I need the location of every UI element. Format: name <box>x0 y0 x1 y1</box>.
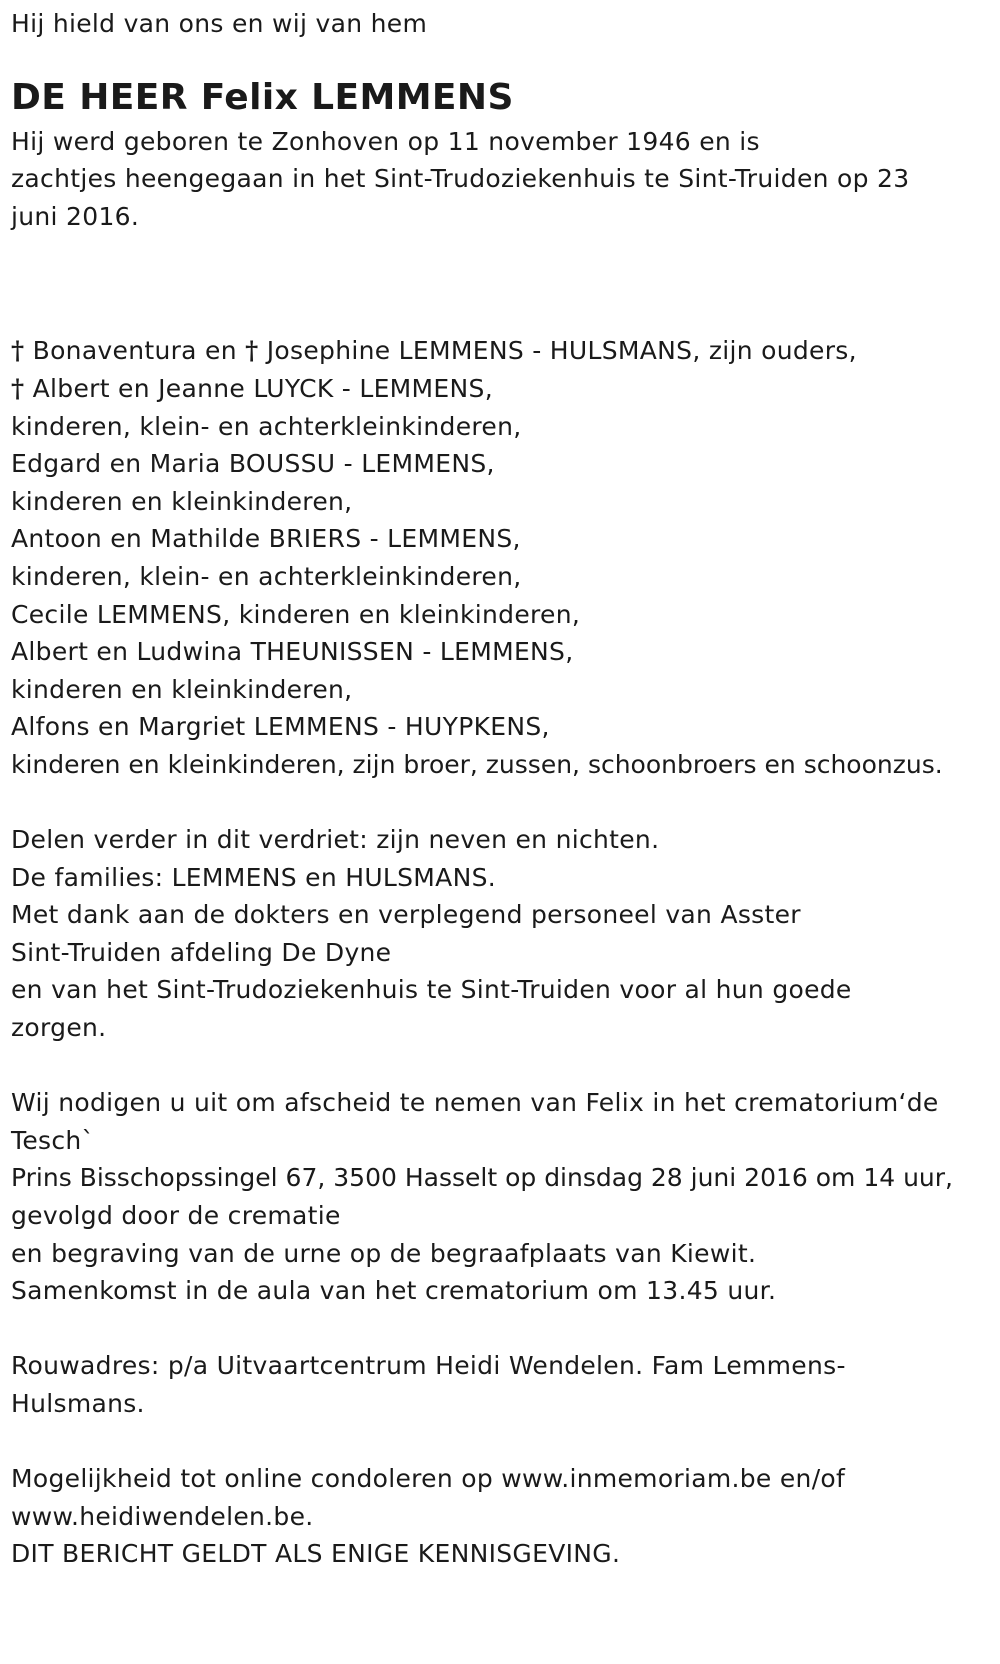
deceased-sibling-text: Albert en Jeanne LUYCK - LEMMENS, <box>32 373 493 403</box>
family-line: kinderen en kleinkinderen, <box>11 486 353 516</box>
spacer <box>11 1310 991 1348</box>
ceremony-line: en begraving van de urne op de begraafplaats van Kiewit. <box>11 1238 757 1268</box>
address-line: Rouwadres: p/a Uitvaartcentrum Heidi Wendelen. Fam Lemmens- <box>11 1351 846 1381</box>
thanks-line: en van het Sint-Trudoziekenhuis te Sint-Truiden voor al hun goede <box>11 975 852 1005</box>
ceremony-paragraph <box>11 1084 991 1310</box>
family-line: Antoon en Mathilde BRIERS - LEMMENS, <box>11 524 521 554</box>
family-line: kinderen en kleinkinderen, zijn broer, zussen, schoonbroers en schoonzus. <box>11 749 943 779</box>
birth-line: juni 2016. <box>11 201 140 231</box>
thanks-line: zorgen. <box>11 1013 107 1043</box>
thanks-line: Met dank aan de dokters en verplegend personeel van Asster <box>11 900 801 930</box>
ceremony-line: gevolgd door de crematie <box>11 1201 341 1231</box>
thanks-line: Delen verder in dit verdriet: zijn neven en nichten. <box>11 825 660 855</box>
spacer <box>11 1047 991 1085</box>
deceased-sibling-line <box>11 370 991 408</box>
obituary-notice <box>11 0 991 1573</box>
address-paragraph <box>11 1347 991 1422</box>
cross-icon: † <box>11 373 25 403</box>
closing-line: Mogelijkheid tot online condoleren op www.inmemoriam.be en/of <box>11 1464 846 1494</box>
family-line: Cecile LEMMENS, kinderen en kleinkinderen, <box>11 599 581 629</box>
closing-paragraph <box>11 1460 991 1573</box>
spacer <box>11 1423 991 1461</box>
birth-line: zachtjes heengegaan in het Sint-Trudoziekenhuis te Sint-Truiden op 23 <box>11 164 910 194</box>
address-line: Hulsmans. <box>11 1389 145 1418</box>
ceremony-line: Prins Bisschopssingel 67, 3500 Hasselt op dinsdag 28 juni 2016 om 14 uur, <box>11 1163 954 1193</box>
cross-icon: † <box>11 336 25 366</box>
parents-text-2: Josephine LEMMENS - HULSMANS, zijn ouders, <box>266 336 857 366</box>
parents-text-1: Bonaventura en <box>32 336 246 366</box>
intro-line: Hij hield van ons en wij van hem <box>11 9 428 38</box>
ceremony-line: Tesch` <box>11 1125 95 1155</box>
family-line: kinderen en kleinkinderen, <box>11 674 353 704</box>
cross-icon: † <box>245 336 259 366</box>
family-line: kinderen, klein- en achterkleinkinderen, <box>11 561 522 591</box>
birth-line: Hij werd geboren te Zonhoven op 11 november 1946 en is <box>11 126 760 156</box>
spacer <box>11 784 991 822</box>
thanks-line: De families: LEMMENS en HULSMANS. <box>11 862 496 892</box>
thanks-line: Sint-Truiden afdeling De Dyne <box>11 937 392 967</box>
family-line: Albert en Ludwina THEUNISSEN - LEMMENS, <box>11 637 574 667</box>
closing-line: www.heidiwendelen.be. <box>11 1501 314 1531</box>
family-line: Edgard en Maria BOUSSU - LEMMENS, <box>11 449 495 479</box>
closing-line: DIT BERICHT GELDT ALS ENIGE KENNISGEVING. <box>11 1539 621 1569</box>
spacer <box>11 235 991 310</box>
thanks-paragraph <box>11 821 991 1047</box>
birth-paragraph <box>11 123 991 236</box>
parents-line <box>11 332 991 370</box>
family-paragraph <box>11 332 991 783</box>
ceremony-line: Samenkomst in de aula van het crematorium om 13.45 uur. <box>11 1276 777 1306</box>
ceremony-line: Wij nodigen u uit om afscheid te nemen van Felix in het crematorium‘de <box>11 1088 939 1118</box>
deceased-title: DE HEER Felix LEMMENS <box>11 76 514 118</box>
family-line: Alfons en Margriet LEMMENS - HUYPKENS, <box>11 712 550 742</box>
family-line: kinderen, klein- en achterkleinkinderen, <box>11 411 522 441</box>
